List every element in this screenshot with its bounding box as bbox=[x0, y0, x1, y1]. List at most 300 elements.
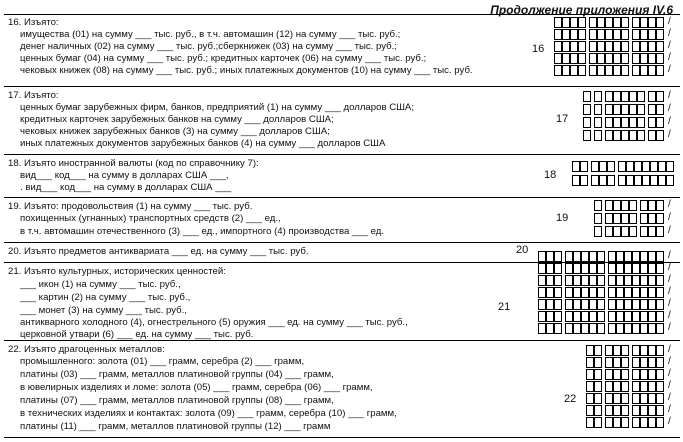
code-cell[interactable] bbox=[597, 311, 605, 322]
code-cell[interactable] bbox=[632, 417, 640, 428]
code-cell[interactable] bbox=[656, 323, 664, 334]
code-cell[interactable] bbox=[648, 311, 656, 322]
code-cell[interactable] bbox=[621, 91, 629, 102]
code-cell[interactable] bbox=[589, 53, 597, 64]
code-cell[interactable] bbox=[578, 53, 586, 64]
code-cell[interactable] bbox=[589, 41, 597, 52]
code-cell[interactable] bbox=[632, 369, 640, 380]
code-cell[interactable] bbox=[570, 41, 578, 52]
code-cell[interactable] bbox=[626, 175, 634, 186]
code-cell[interactable] bbox=[624, 263, 632, 274]
code-cell[interactable] bbox=[605, 17, 613, 28]
code-cell[interactable] bbox=[624, 311, 632, 322]
code-cell[interactable] bbox=[589, 17, 597, 28]
code-cell[interactable] bbox=[554, 29, 562, 40]
code-cell[interactable] bbox=[648, 91, 656, 102]
code-cell[interactable] bbox=[605, 200, 613, 211]
code-cell[interactable] bbox=[613, 53, 621, 64]
code-cell[interactable] bbox=[640, 251, 648, 262]
code-cell[interactable] bbox=[613, 65, 621, 76]
code-cell[interactable] bbox=[608, 263, 616, 274]
code-cell[interactable] bbox=[656, 417, 664, 428]
code-cell[interactable] bbox=[624, 287, 632, 298]
code-cell[interactable] bbox=[554, 275, 562, 286]
code-cell[interactable] bbox=[656, 17, 664, 28]
code-cell[interactable] bbox=[632, 29, 640, 40]
section-19-code-cells[interactable] bbox=[574, 200, 674, 242]
code-cell[interactable] bbox=[581, 287, 589, 298]
code-cell[interactable] bbox=[573, 311, 581, 322]
code-cell[interactable] bbox=[608, 251, 616, 262]
code-cell[interactable] bbox=[554, 251, 562, 262]
code-cell[interactable] bbox=[621, 117, 629, 128]
code-cell[interactable] bbox=[629, 226, 637, 237]
code-cell[interactable] bbox=[637, 117, 645, 128]
code-cell[interactable] bbox=[594, 91, 602, 102]
code-cell[interactable] bbox=[613, 345, 621, 356]
code-cell[interactable] bbox=[621, 53, 629, 64]
code-cell[interactable] bbox=[640, 53, 648, 64]
code-cell[interactable] bbox=[573, 251, 581, 262]
code-cell[interactable] bbox=[581, 251, 589, 262]
code-cell[interactable] bbox=[640, 275, 648, 286]
code-cell[interactable] bbox=[640, 299, 648, 310]
code-cell[interactable] bbox=[562, 29, 570, 40]
code-cell[interactable] bbox=[648, 275, 656, 286]
code-cell[interactable] bbox=[616, 299, 624, 310]
code-cell[interactable] bbox=[621, 213, 629, 224]
code-cell[interactable] bbox=[656, 393, 664, 404]
code-cell[interactable] bbox=[621, 41, 629, 52]
code-cell[interactable] bbox=[632, 287, 640, 298]
code-cell[interactable] bbox=[637, 91, 645, 102]
code-cell[interactable] bbox=[565, 275, 573, 286]
code-cell[interactable] bbox=[621, 226, 629, 237]
code-cell[interactable] bbox=[586, 357, 594, 368]
code-cell[interactable] bbox=[650, 161, 658, 172]
code-cell[interactable] bbox=[632, 323, 640, 334]
code-cell[interactable] bbox=[554, 323, 562, 334]
code-cell[interactable] bbox=[656, 104, 664, 115]
code-cell[interactable] bbox=[538, 287, 546, 298]
code-cell[interactable] bbox=[597, 65, 605, 76]
code-cell[interactable] bbox=[621, 65, 629, 76]
code-cell[interactable] bbox=[656, 41, 664, 52]
code-cell[interactable] bbox=[605, 65, 613, 76]
code-cell[interactable] bbox=[640, 65, 648, 76]
code-cell[interactable] bbox=[629, 91, 637, 102]
code-cell[interactable] bbox=[581, 299, 589, 310]
code-cell[interactable] bbox=[546, 311, 554, 322]
code-cell[interactable] bbox=[648, 226, 656, 237]
code-cell[interactable] bbox=[658, 175, 666, 186]
code-cell[interactable] bbox=[648, 345, 656, 356]
code-cell[interactable] bbox=[656, 263, 664, 274]
code-cell[interactable] bbox=[583, 104, 591, 115]
code-cell[interactable] bbox=[632, 251, 640, 262]
code-cell[interactable] bbox=[580, 161, 588, 172]
code-cell[interactable] bbox=[632, 263, 640, 274]
code-cell[interactable] bbox=[589, 263, 597, 274]
section-16-code-cells[interactable] bbox=[548, 17, 674, 79]
code-cell[interactable] bbox=[594, 417, 602, 428]
code-cell[interactable] bbox=[605, 29, 613, 40]
code-cell[interactable] bbox=[581, 275, 589, 286]
code-cell[interactable] bbox=[656, 251, 664, 262]
code-cell[interactable] bbox=[570, 65, 578, 76]
code-cell[interactable] bbox=[538, 299, 546, 310]
code-cell[interactable] bbox=[613, 29, 621, 40]
code-cell[interactable] bbox=[613, 381, 621, 392]
code-cell[interactable] bbox=[538, 275, 546, 286]
code-cell[interactable] bbox=[656, 53, 664, 64]
code-cell[interactable] bbox=[572, 161, 580, 172]
code-cell[interactable] bbox=[538, 263, 546, 274]
code-cell[interactable] bbox=[597, 53, 605, 64]
code-cell[interactable] bbox=[621, 369, 629, 380]
code-cell[interactable] bbox=[578, 29, 586, 40]
code-cell[interactable] bbox=[648, 405, 656, 416]
code-cell[interactable] bbox=[605, 345, 613, 356]
code-cell[interactable] bbox=[578, 65, 586, 76]
code-cell[interactable] bbox=[632, 275, 640, 286]
code-cell[interactable] bbox=[594, 130, 602, 141]
code-cell[interactable] bbox=[613, 405, 621, 416]
section-22-code-cells[interactable] bbox=[584, 345, 674, 435]
code-cell[interactable] bbox=[573, 263, 581, 274]
code-cell[interactable] bbox=[613, 357, 621, 368]
code-cell[interactable] bbox=[586, 405, 594, 416]
code-cell[interactable] bbox=[589, 311, 597, 322]
code-cell[interactable] bbox=[565, 287, 573, 298]
code-cell[interactable] bbox=[613, 130, 621, 141]
code-cell[interactable] bbox=[613, 91, 621, 102]
code-cell[interactable] bbox=[648, 393, 656, 404]
code-cell[interactable] bbox=[583, 117, 591, 128]
code-cell[interactable] bbox=[656, 357, 664, 368]
code-cell[interactable] bbox=[597, 17, 605, 28]
code-cell[interactable] bbox=[656, 91, 664, 102]
code-cell[interactable] bbox=[546, 263, 554, 274]
code-cell[interactable] bbox=[607, 175, 615, 186]
code-cell[interactable] bbox=[634, 175, 642, 186]
code-cell[interactable] bbox=[608, 287, 616, 298]
code-cell[interactable] bbox=[621, 345, 629, 356]
code-cell[interactable] bbox=[554, 53, 562, 64]
code-cell[interactable] bbox=[605, 357, 613, 368]
code-cell[interactable] bbox=[607, 161, 615, 172]
code-cell[interactable] bbox=[594, 104, 602, 115]
code-cell[interactable] bbox=[586, 345, 594, 356]
code-cell[interactable] bbox=[640, 263, 648, 274]
code-cell[interactable] bbox=[632, 405, 640, 416]
code-cell[interactable] bbox=[546, 275, 554, 286]
code-cell[interactable] bbox=[562, 41, 570, 52]
code-cell[interactable] bbox=[554, 263, 562, 274]
code-cell[interactable] bbox=[589, 323, 597, 334]
code-cell[interactable] bbox=[656, 130, 664, 141]
code-cell[interactable] bbox=[621, 381, 629, 392]
code-cell[interactable] bbox=[656, 117, 664, 128]
code-cell[interactable] bbox=[565, 263, 573, 274]
code-cell[interactable] bbox=[554, 17, 562, 28]
code-cell[interactable] bbox=[656, 345, 664, 356]
code-cell[interactable] bbox=[594, 405, 602, 416]
code-cell[interactable] bbox=[613, 41, 621, 52]
code-cell[interactable] bbox=[605, 104, 613, 115]
code-cell[interactable] bbox=[648, 381, 656, 392]
code-cell[interactable] bbox=[589, 29, 597, 40]
code-cell[interactable] bbox=[629, 200, 637, 211]
code-cell[interactable] bbox=[632, 41, 640, 52]
code-cell[interactable] bbox=[594, 117, 602, 128]
code-cell[interactable] bbox=[581, 311, 589, 322]
code-cell[interactable] bbox=[597, 323, 605, 334]
code-cell[interactable] bbox=[640, 29, 648, 40]
code-cell[interactable] bbox=[616, 275, 624, 286]
code-cell[interactable] bbox=[613, 117, 621, 128]
code-cell[interactable] bbox=[632, 357, 640, 368]
code-cell[interactable] bbox=[594, 381, 602, 392]
code-cell[interactable] bbox=[640, 393, 648, 404]
code-cell[interactable] bbox=[594, 226, 602, 237]
code-cell[interactable] bbox=[640, 381, 648, 392]
code-cell[interactable] bbox=[597, 275, 605, 286]
code-cell[interactable] bbox=[580, 175, 588, 186]
code-cell[interactable] bbox=[656, 226, 664, 237]
code-cell[interactable] bbox=[648, 41, 656, 52]
code-cell[interactable] bbox=[648, 287, 656, 298]
code-cell[interactable] bbox=[648, 357, 656, 368]
code-cell[interactable] bbox=[605, 117, 613, 128]
code-cell[interactable] bbox=[621, 29, 629, 40]
code-cell[interactable] bbox=[632, 311, 640, 322]
code-cell[interactable] bbox=[565, 311, 573, 322]
code-cell[interactable] bbox=[648, 200, 656, 211]
code-cell[interactable] bbox=[589, 287, 597, 298]
code-cell[interactable] bbox=[589, 251, 597, 262]
code-cell[interactable] bbox=[589, 275, 597, 286]
code-cell[interactable] bbox=[632, 65, 640, 76]
code-cell[interactable] bbox=[640, 323, 648, 334]
code-cell[interactable] bbox=[613, 369, 621, 380]
code-cell[interactable] bbox=[597, 251, 605, 262]
code-cell[interactable] bbox=[599, 161, 607, 172]
code-cell[interactable] bbox=[616, 323, 624, 334]
code-cell[interactable] bbox=[581, 323, 589, 334]
code-cell[interactable] bbox=[656, 200, 664, 211]
section-18-code-cells[interactable] bbox=[562, 161, 674, 191]
code-cell[interactable] bbox=[621, 130, 629, 141]
code-cell[interactable] bbox=[656, 381, 664, 392]
code-cell[interactable] bbox=[608, 311, 616, 322]
code-cell[interactable] bbox=[605, 417, 613, 428]
code-cell[interactable] bbox=[605, 405, 613, 416]
code-cell[interactable] bbox=[613, 417, 621, 428]
code-cell[interactable] bbox=[608, 323, 616, 334]
code-cell[interactable] bbox=[570, 29, 578, 40]
code-cell[interactable] bbox=[656, 65, 664, 76]
code-cell[interactable] bbox=[591, 161, 599, 172]
code-cell[interactable] bbox=[605, 53, 613, 64]
code-cell[interactable] bbox=[618, 175, 626, 186]
code-cell[interactable] bbox=[656, 299, 664, 310]
code-cell[interactable] bbox=[570, 17, 578, 28]
code-cell[interactable] bbox=[583, 91, 591, 102]
code-cell[interactable] bbox=[616, 263, 624, 274]
code-cell[interactable] bbox=[546, 251, 554, 262]
code-cell[interactable] bbox=[546, 299, 554, 310]
code-cell[interactable] bbox=[578, 17, 586, 28]
code-cell[interactable] bbox=[613, 17, 621, 28]
code-cell[interactable] bbox=[629, 213, 637, 224]
code-cell[interactable] bbox=[648, 17, 656, 28]
code-cell[interactable] bbox=[613, 104, 621, 115]
code-cell[interactable] bbox=[538, 323, 546, 334]
code-cell[interactable] bbox=[597, 287, 605, 298]
code-cell[interactable] bbox=[621, 357, 629, 368]
code-cell[interactable] bbox=[637, 130, 645, 141]
code-cell[interactable] bbox=[605, 91, 613, 102]
code-cell[interactable] bbox=[648, 299, 656, 310]
code-cell[interactable] bbox=[605, 130, 613, 141]
code-cell[interactable] bbox=[597, 29, 605, 40]
code-cell[interactable] bbox=[591, 175, 599, 186]
code-cell[interactable] bbox=[629, 117, 637, 128]
code-cell[interactable] bbox=[597, 41, 605, 52]
code-cell[interactable] bbox=[648, 369, 656, 380]
code-cell[interactable] bbox=[589, 299, 597, 310]
code-cell[interactable] bbox=[589, 65, 597, 76]
code-cell[interactable] bbox=[666, 175, 674, 186]
code-cell[interactable] bbox=[573, 287, 581, 298]
code-cell[interactable] bbox=[586, 417, 594, 428]
code-cell[interactable] bbox=[586, 381, 594, 392]
code-cell[interactable] bbox=[632, 381, 640, 392]
code-cell[interactable] bbox=[597, 299, 605, 310]
code-cell[interactable] bbox=[594, 200, 602, 211]
code-cell[interactable] bbox=[640, 41, 648, 52]
code-cell[interactable] bbox=[624, 275, 632, 286]
code-cell[interactable] bbox=[621, 104, 629, 115]
code-cell[interactable] bbox=[573, 275, 581, 286]
code-cell[interactable] bbox=[616, 287, 624, 298]
code-cell[interactable] bbox=[538, 311, 546, 322]
code-cell[interactable] bbox=[656, 213, 664, 224]
code-cell[interactable] bbox=[608, 299, 616, 310]
code-cell[interactable] bbox=[648, 29, 656, 40]
code-cell[interactable] bbox=[621, 417, 629, 428]
code-cell[interactable] bbox=[640, 357, 648, 368]
code-cell[interactable] bbox=[594, 213, 602, 224]
code-cell[interactable] bbox=[642, 161, 650, 172]
code-cell[interactable] bbox=[618, 161, 626, 172]
code-cell[interactable] bbox=[624, 299, 632, 310]
code-cell[interactable] bbox=[640, 311, 648, 322]
code-cell[interactable] bbox=[565, 299, 573, 310]
code-cell[interactable] bbox=[632, 299, 640, 310]
code-cell[interactable] bbox=[621, 405, 629, 416]
code-cell[interactable] bbox=[594, 357, 602, 368]
code-cell[interactable] bbox=[642, 175, 650, 186]
code-cell[interactable] bbox=[572, 175, 580, 186]
code-cell[interactable] bbox=[621, 393, 629, 404]
code-cell[interactable] bbox=[637, 104, 645, 115]
code-cell[interactable] bbox=[562, 53, 570, 64]
code-cell[interactable] bbox=[648, 251, 656, 262]
code-cell[interactable] bbox=[624, 251, 632, 262]
code-cell[interactable] bbox=[554, 311, 562, 322]
code-cell[interactable] bbox=[648, 117, 656, 128]
code-cell[interactable] bbox=[594, 345, 602, 356]
code-cell[interactable] bbox=[554, 287, 562, 298]
code-cell[interactable] bbox=[640, 226, 648, 237]
code-cell[interactable] bbox=[640, 287, 648, 298]
code-cell[interactable] bbox=[640, 405, 648, 416]
code-cell[interactable] bbox=[578, 41, 586, 52]
code-cell[interactable] bbox=[583, 130, 591, 141]
code-cell[interactable] bbox=[594, 393, 602, 404]
code-cell[interactable] bbox=[632, 393, 640, 404]
code-cell[interactable] bbox=[554, 41, 562, 52]
code-cell[interactable] bbox=[605, 369, 613, 380]
code-cell[interactable] bbox=[656, 369, 664, 380]
code-cell[interactable] bbox=[597, 263, 605, 274]
code-cell[interactable] bbox=[666, 161, 674, 172]
code-cell[interactable] bbox=[605, 41, 613, 52]
code-cell[interactable] bbox=[624, 323, 632, 334]
code-cell[interactable] bbox=[605, 381, 613, 392]
code-cell[interactable] bbox=[586, 369, 594, 380]
code-cell[interactable] bbox=[573, 323, 581, 334]
code-cell[interactable] bbox=[632, 53, 640, 64]
code-cell[interactable] bbox=[613, 226, 621, 237]
code-cell[interactable] bbox=[626, 161, 634, 172]
code-cell[interactable] bbox=[648, 417, 656, 428]
code-cell[interactable] bbox=[594, 369, 602, 380]
code-cell[interactable] bbox=[640, 417, 648, 428]
code-cell[interactable] bbox=[616, 251, 624, 262]
code-cell[interactable] bbox=[632, 17, 640, 28]
section-21-code-cells[interactable] bbox=[532, 251, 674, 337]
code-cell[interactable] bbox=[562, 17, 570, 28]
code-cell[interactable] bbox=[656, 29, 664, 40]
code-cell[interactable] bbox=[605, 226, 613, 237]
code-cell[interactable] bbox=[640, 200, 648, 211]
code-cell[interactable] bbox=[554, 299, 562, 310]
code-cell[interactable] bbox=[621, 200, 629, 211]
code-cell[interactable] bbox=[554, 65, 562, 76]
code-cell[interactable] bbox=[605, 393, 613, 404]
code-cell[interactable] bbox=[621, 17, 629, 28]
code-cell[interactable] bbox=[546, 287, 554, 298]
code-cell[interactable] bbox=[634, 161, 642, 172]
code-cell[interactable] bbox=[616, 311, 624, 322]
section-17-code-cells[interactable] bbox=[574, 91, 674, 147]
code-cell[interactable] bbox=[656, 275, 664, 286]
code-cell[interactable] bbox=[648, 65, 656, 76]
code-cell[interactable] bbox=[599, 175, 607, 186]
code-cell[interactable] bbox=[648, 323, 656, 334]
code-cell[interactable] bbox=[613, 213, 621, 224]
code-cell[interactable] bbox=[656, 311, 664, 322]
code-cell[interactable] bbox=[648, 53, 656, 64]
code-cell[interactable] bbox=[648, 263, 656, 274]
code-cell[interactable] bbox=[640, 213, 648, 224]
code-cell[interactable] bbox=[640, 369, 648, 380]
code-cell[interactable] bbox=[656, 405, 664, 416]
code-cell[interactable] bbox=[640, 17, 648, 28]
